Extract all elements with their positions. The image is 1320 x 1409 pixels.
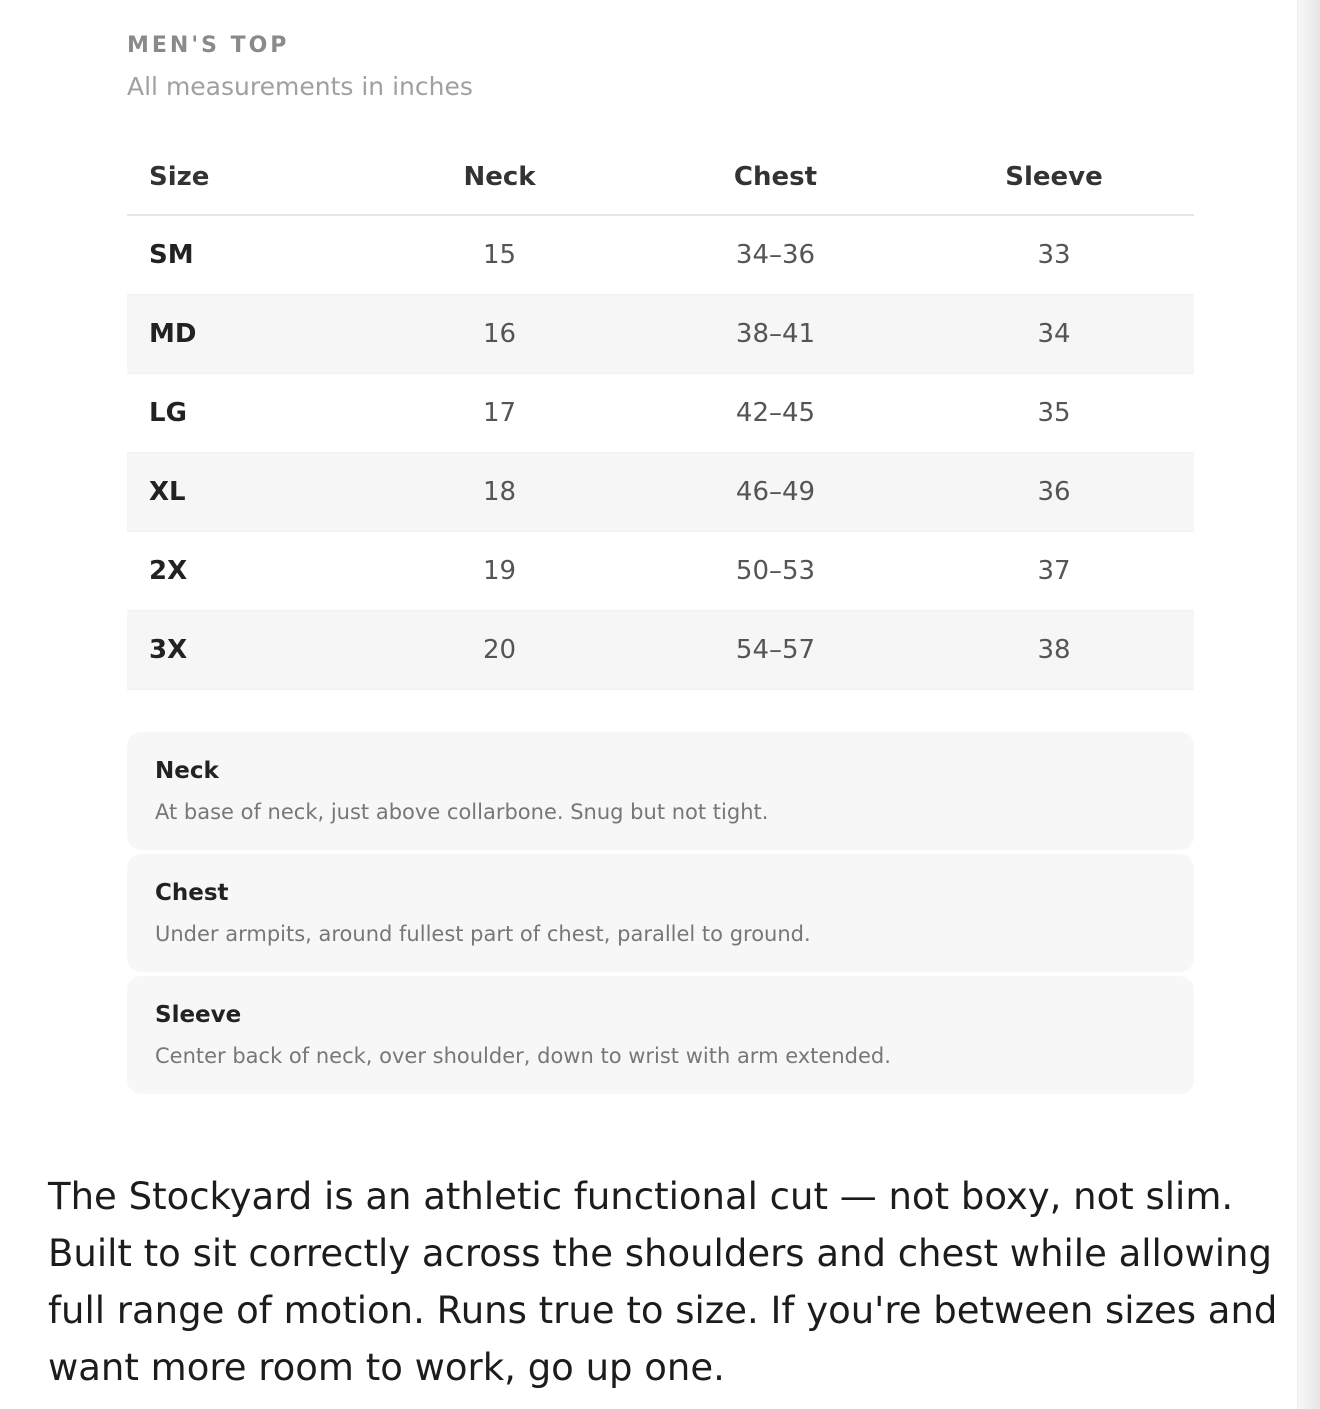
- page-edge-shadow: [1297, 0, 1320, 1409]
- size-cell: XL: [127, 453, 362, 532]
- chart-units-subtitle: All measurements in inches: [127, 72, 473, 101]
- sleeve-cell: 33: [914, 215, 1194, 295]
- neck-cell: 18: [362, 453, 637, 532]
- column-header-neck: Neck: [362, 140, 637, 215]
- size-chart-header: [127, 30, 1194, 104]
- neck-cell: 16: [362, 295, 637, 374]
- chest-cell: 34–36: [637, 215, 914, 295]
- note-title: Sleeve: [155, 1002, 242, 1028]
- column-header-size: Size: [127, 140, 362, 215]
- measurement-note-sleeve: [127, 976, 1194, 1094]
- size-cell: SM: [127, 215, 362, 295]
- measurement-note-chest: [127, 854, 1194, 972]
- sleeve-cell: 36: [914, 453, 1194, 532]
- sleeve-cell: 34: [914, 295, 1194, 374]
- sleeve-cell: 38: [914, 611, 1194, 690]
- table-row: [127, 611, 1194, 690]
- chart-eyebrow-title: MEN'S TOP: [127, 33, 290, 58]
- measurement-note-neck: [127, 732, 1194, 850]
- chest-cell: 46–49: [637, 453, 914, 532]
- chest-cell: 38–41: [637, 295, 914, 374]
- column-header-chest: Chest: [637, 140, 914, 215]
- size-cell: MD: [127, 295, 362, 374]
- column-header-sleeve: Sleeve: [914, 140, 1194, 215]
- note-description: Center back of neck, over shoulder, down to wrist with arm extended.: [155, 1044, 891, 1068]
- size-cell: 3X: [127, 611, 362, 690]
- chest-cell: 50–53: [637, 532, 914, 611]
- note-description: Under armpits, around fullest part of chest, parallel to ground.: [155, 922, 811, 946]
- sleeve-cell: 37: [914, 532, 1194, 611]
- size-table: [127, 140, 1194, 690]
- neck-cell: 19: [362, 532, 637, 611]
- note-title: Neck: [155, 758, 219, 784]
- note-title: Chest: [155, 880, 229, 906]
- chest-cell: 42–45: [637, 374, 914, 453]
- table-header-row: [127, 140, 1194, 215]
- table-row: [127, 374, 1194, 453]
- sleeve-cell: 35: [914, 374, 1194, 453]
- neck-cell: 17: [362, 374, 637, 453]
- table-row: [127, 453, 1194, 532]
- measurement-guide: [127, 732, 1194, 1098]
- table-row: [127, 295, 1194, 374]
- size-cell: LG: [127, 374, 362, 453]
- size-cell: 2X: [127, 532, 362, 611]
- neck-cell: 20: [362, 611, 637, 690]
- table-row: [127, 532, 1194, 611]
- note-description: At base of neck, just above collarbone. Snug but not tight.: [155, 800, 769, 824]
- chest-cell: 54–57: [637, 611, 914, 690]
- fit-description: The Stockyard is an athletic functional cut — not boxy, not slim. Built to sit correctly across the shoulders and chest while allowing full range of motion. Runs true to size. If you're between sizes and want more room to work, go up one.: [48, 1175, 1278, 1389]
- table-row: [127, 215, 1194, 295]
- neck-cell: 15: [362, 215, 637, 295]
